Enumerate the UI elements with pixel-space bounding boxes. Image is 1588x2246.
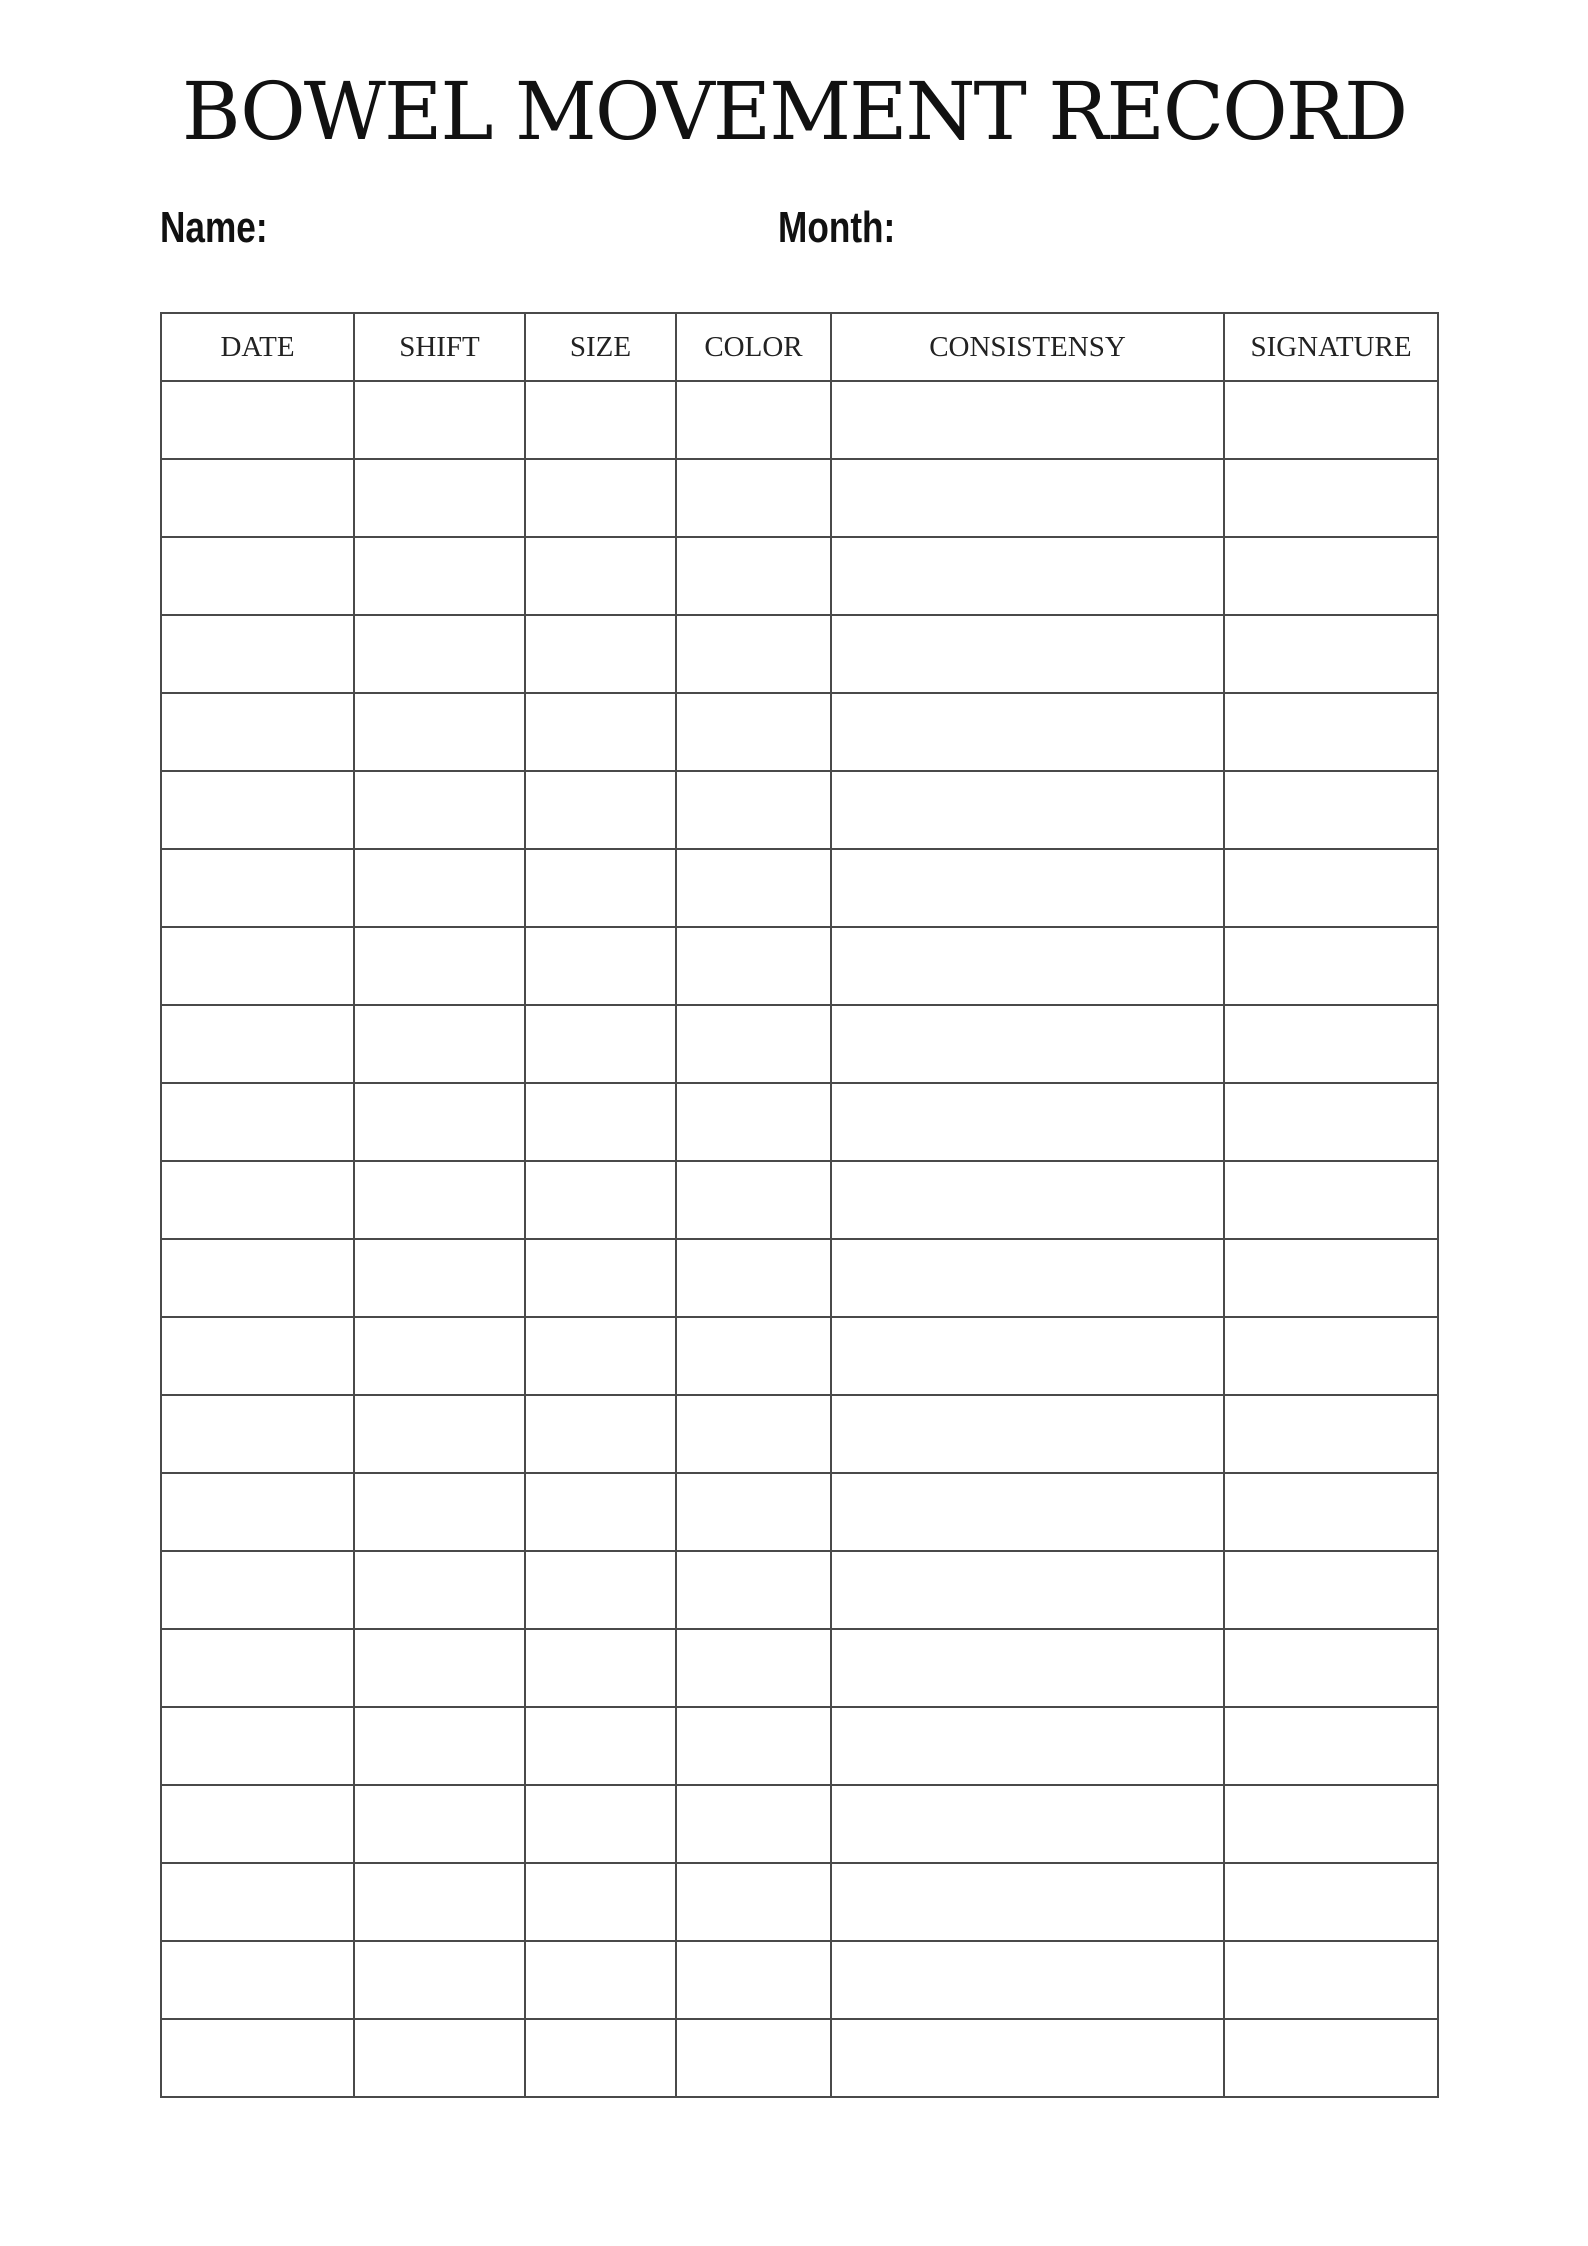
table-cell-size[interactable]	[525, 771, 676, 849]
table-cell-date[interactable]	[161, 1551, 354, 1629]
table-cell-consistensy[interactable]	[831, 1239, 1224, 1317]
record-table-body	[161, 381, 1438, 2097]
table-row	[161, 381, 1438, 459]
table-cell-date[interactable]	[161, 381, 354, 459]
table-cell-date[interactable]	[161, 849, 354, 927]
table-cell-shift[interactable]	[354, 1161, 525, 1239]
table-cell-consistensy[interactable]	[831, 459, 1224, 537]
table-cell-shift[interactable]	[354, 849, 525, 927]
table-cell-size[interactable]	[525, 1395, 676, 1473]
table-cell-date[interactable]	[161, 1707, 354, 1785]
table-cell-shift[interactable]	[354, 1785, 525, 1863]
table-cell-signature[interactable]	[1224, 537, 1438, 615]
table-cell-color[interactable]	[676, 381, 831, 459]
table-cell-signature[interactable]	[1224, 1317, 1438, 1395]
table-cell-shift[interactable]	[354, 1083, 525, 1161]
table-header-row	[161, 313, 1438, 381]
table-cell-date[interactable]	[161, 1473, 354, 1551]
table-cell-color[interactable]	[676, 1239, 831, 1317]
table-row	[161, 459, 1438, 537]
table-cell-date[interactable]	[161, 1785, 354, 1863]
table-cell-color[interactable]	[676, 1317, 831, 1395]
table-cell-shift[interactable]	[354, 459, 525, 537]
column-header-signature: SIGNATURE	[1224, 313, 1438, 381]
table-row	[161, 1005, 1438, 1083]
table-cell-date[interactable]	[161, 1395, 354, 1473]
table-cell-color[interactable]	[676, 1395, 831, 1473]
table-cell-date[interactable]	[161, 1863, 354, 1941]
table-cell-color[interactable]	[676, 459, 831, 537]
table-cell-color[interactable]	[676, 849, 831, 927]
table-row	[161, 1551, 1438, 1629]
table-cell-consistensy[interactable]	[831, 537, 1224, 615]
table-cell-consistensy[interactable]	[831, 849, 1224, 927]
table-cell-color[interactable]	[676, 2019, 831, 2097]
table-cell-signature[interactable]	[1224, 1395, 1438, 1473]
table-cell-date[interactable]	[161, 1161, 354, 1239]
table-cell-signature[interactable]	[1224, 615, 1438, 693]
table-cell-signature[interactable]	[1224, 1941, 1438, 2019]
table-row	[161, 615, 1438, 693]
table-cell-consistensy[interactable]	[831, 615, 1224, 693]
table-cell-color[interactable]	[676, 771, 831, 849]
table-cell-size[interactable]	[525, 1473, 676, 1551]
table-row	[161, 1317, 1438, 1395]
table-cell-color[interactable]	[676, 1083, 831, 1161]
table-cell-consistensy[interactable]	[831, 1551, 1224, 1629]
table-cell-consistensy[interactable]	[831, 1863, 1224, 1941]
table-row	[161, 1395, 1438, 1473]
table-cell-shift[interactable]	[354, 1473, 525, 1551]
table-cell-consistensy[interactable]	[831, 927, 1224, 1005]
table-row	[161, 2019, 1438, 2097]
table-cell-size[interactable]	[525, 1317, 676, 1395]
table-cell-signature[interactable]	[1224, 1863, 1438, 1941]
table-row	[161, 1863, 1438, 1941]
table-cell-date[interactable]	[161, 1239, 354, 1317]
table-cell-consistensy[interactable]	[831, 1161, 1224, 1239]
table-cell-size[interactable]	[525, 1551, 676, 1629]
table-cell-size[interactable]	[525, 537, 676, 615]
column-header-date: DATE	[161, 313, 354, 381]
table-row	[161, 1941, 1438, 2019]
table-cell-color[interactable]	[676, 615, 831, 693]
table-cell-consistensy[interactable]	[831, 381, 1224, 459]
table-cell-shift[interactable]	[354, 1005, 525, 1083]
table-cell-size[interactable]	[525, 927, 676, 1005]
table-row	[161, 927, 1438, 1005]
table-cell-signature[interactable]	[1224, 1551, 1438, 1629]
table-cell-shift[interactable]	[354, 615, 525, 693]
table-cell-color[interactable]	[676, 1629, 831, 1707]
table-cell-shift[interactable]	[354, 693, 525, 771]
table-cell-size[interactable]	[525, 1005, 676, 1083]
table-cell-date[interactable]	[161, 1083, 354, 1161]
table-cell-signature[interactable]	[1224, 2019, 1438, 2097]
table-cell-consistensy[interactable]	[831, 1005, 1224, 1083]
table-cell-color[interactable]	[676, 1941, 831, 2019]
table-cell-date[interactable]	[161, 1941, 354, 2019]
table-cell-shift[interactable]	[354, 381, 525, 459]
table-cell-date[interactable]	[161, 1005, 354, 1083]
table-row	[161, 1239, 1438, 1317]
table-cell-shift[interactable]	[354, 537, 525, 615]
table-row	[161, 1161, 1438, 1239]
table-cell-signature[interactable]	[1224, 1785, 1438, 1863]
table-cell-color[interactable]	[676, 1785, 831, 1863]
table-cell-size[interactable]	[525, 693, 676, 771]
table-cell-size[interactable]	[525, 381, 676, 459]
column-header-color: COLOR	[676, 313, 831, 381]
table-cell-shift[interactable]	[354, 1239, 525, 1317]
table-row	[161, 693, 1438, 771]
table-cell-size[interactable]	[525, 1239, 676, 1317]
table-cell-date[interactable]	[161, 459, 354, 537]
table-cell-size[interactable]	[525, 1707, 676, 1785]
table-cell-size[interactable]	[525, 1629, 676, 1707]
table-cell-size[interactable]	[525, 2019, 676, 2097]
table-cell-size[interactable]	[525, 849, 676, 927]
table-cell-signature[interactable]	[1224, 927, 1438, 1005]
table-row	[161, 1473, 1438, 1551]
table-cell-signature[interactable]	[1224, 459, 1438, 537]
table-row	[161, 1083, 1438, 1161]
table-cell-shift[interactable]	[354, 927, 525, 1005]
table-cell-shift[interactable]	[354, 1551, 525, 1629]
table-cell-date[interactable]	[161, 927, 354, 1005]
table-cell-color[interactable]	[676, 537, 831, 615]
table-cell-consistensy[interactable]	[831, 1395, 1224, 1473]
table-cell-shift[interactable]	[354, 1629, 525, 1707]
table-cell-date[interactable]	[161, 2019, 354, 2097]
table-cell-color[interactable]	[676, 1707, 831, 1785]
table-cell-consistensy[interactable]	[831, 693, 1224, 771]
table-cell-size[interactable]	[525, 615, 676, 693]
table-cell-shift[interactable]	[354, 771, 525, 849]
table-cell-signature[interactable]	[1224, 1707, 1438, 1785]
page-title: BOWEL MOVEMENT RECORD	[181, 65, 1407, 158]
table-cell-shift[interactable]	[354, 1941, 525, 2019]
table-cell-shift[interactable]	[354, 1395, 525, 1473]
table-cell-size[interactable]	[525, 1161, 676, 1239]
table-cell-date[interactable]	[161, 1317, 354, 1395]
table-row	[161, 849, 1438, 927]
table-cell-shift[interactable]	[354, 1707, 525, 1785]
table-cell-color[interactable]	[676, 1161, 831, 1239]
table-cell-consistensy[interactable]	[831, 2019, 1224, 2097]
table-cell-color[interactable]	[676, 1863, 831, 1941]
table-cell-consistensy[interactable]	[831, 1785, 1224, 1863]
table-cell-signature[interactable]	[1224, 1629, 1438, 1707]
table-cell-shift[interactable]	[354, 1317, 525, 1395]
column-header-size: SIZE	[525, 313, 676, 381]
table-cell-date[interactable]	[161, 615, 354, 693]
table-cell-signature[interactable]	[1224, 1239, 1438, 1317]
table-cell-signature[interactable]	[1224, 849, 1438, 927]
table-row	[161, 537, 1438, 615]
table-cell-size[interactable]	[525, 1863, 676, 1941]
table-cell-consistensy[interactable]	[831, 1083, 1224, 1161]
table-row	[161, 1629, 1438, 1707]
record-table	[160, 312, 1439, 2098]
table-cell-consistensy[interactable]	[831, 1629, 1224, 1707]
table-cell-color[interactable]	[676, 693, 831, 771]
table-cell-signature[interactable]	[1224, 1473, 1438, 1551]
table-cell-shift[interactable]	[354, 1863, 525, 1941]
table-row	[161, 1785, 1438, 1863]
table-cell-consistensy[interactable]	[831, 1941, 1224, 2019]
table-cell-size[interactable]	[525, 1785, 676, 1863]
column-header-consistensy: CONSISTENSY	[831, 313, 1224, 381]
column-header-shift: SHIFT	[354, 313, 525, 381]
table-cell-color[interactable]	[676, 927, 831, 1005]
table-cell-date[interactable]	[161, 1629, 354, 1707]
table-cell-signature[interactable]	[1224, 771, 1438, 849]
table-cell-consistensy[interactable]	[831, 771, 1224, 849]
table-cell-signature[interactable]	[1224, 1161, 1438, 1239]
table-cell-color[interactable]	[676, 1473, 831, 1551]
table-cell-color[interactable]	[676, 1005, 831, 1083]
table-cell-date[interactable]	[161, 771, 354, 849]
table-row	[161, 1707, 1438, 1785]
table-cell-size[interactable]	[525, 1083, 676, 1161]
table-cell-consistensy[interactable]	[831, 1317, 1224, 1395]
table-row	[161, 771, 1438, 849]
table-cell-signature[interactable]	[1224, 1083, 1438, 1161]
table-cell-size[interactable]	[525, 1941, 676, 2019]
table-cell-shift[interactable]	[354, 2019, 525, 2097]
month-label: Month:	[778, 203, 896, 252]
table-cell-date[interactable]	[161, 693, 354, 771]
table-cell-color[interactable]	[676, 1551, 831, 1629]
table-cell-date[interactable]	[161, 537, 354, 615]
table-cell-signature[interactable]	[1224, 381, 1438, 459]
table-cell-signature[interactable]	[1224, 1005, 1438, 1083]
table-cell-size[interactable]	[525, 459, 676, 537]
table-cell-signature[interactable]	[1224, 693, 1438, 771]
name-label: Name:	[160, 203, 268, 252]
table-cell-consistensy[interactable]	[831, 1707, 1224, 1785]
table-cell-consistensy[interactable]	[831, 1473, 1224, 1551]
